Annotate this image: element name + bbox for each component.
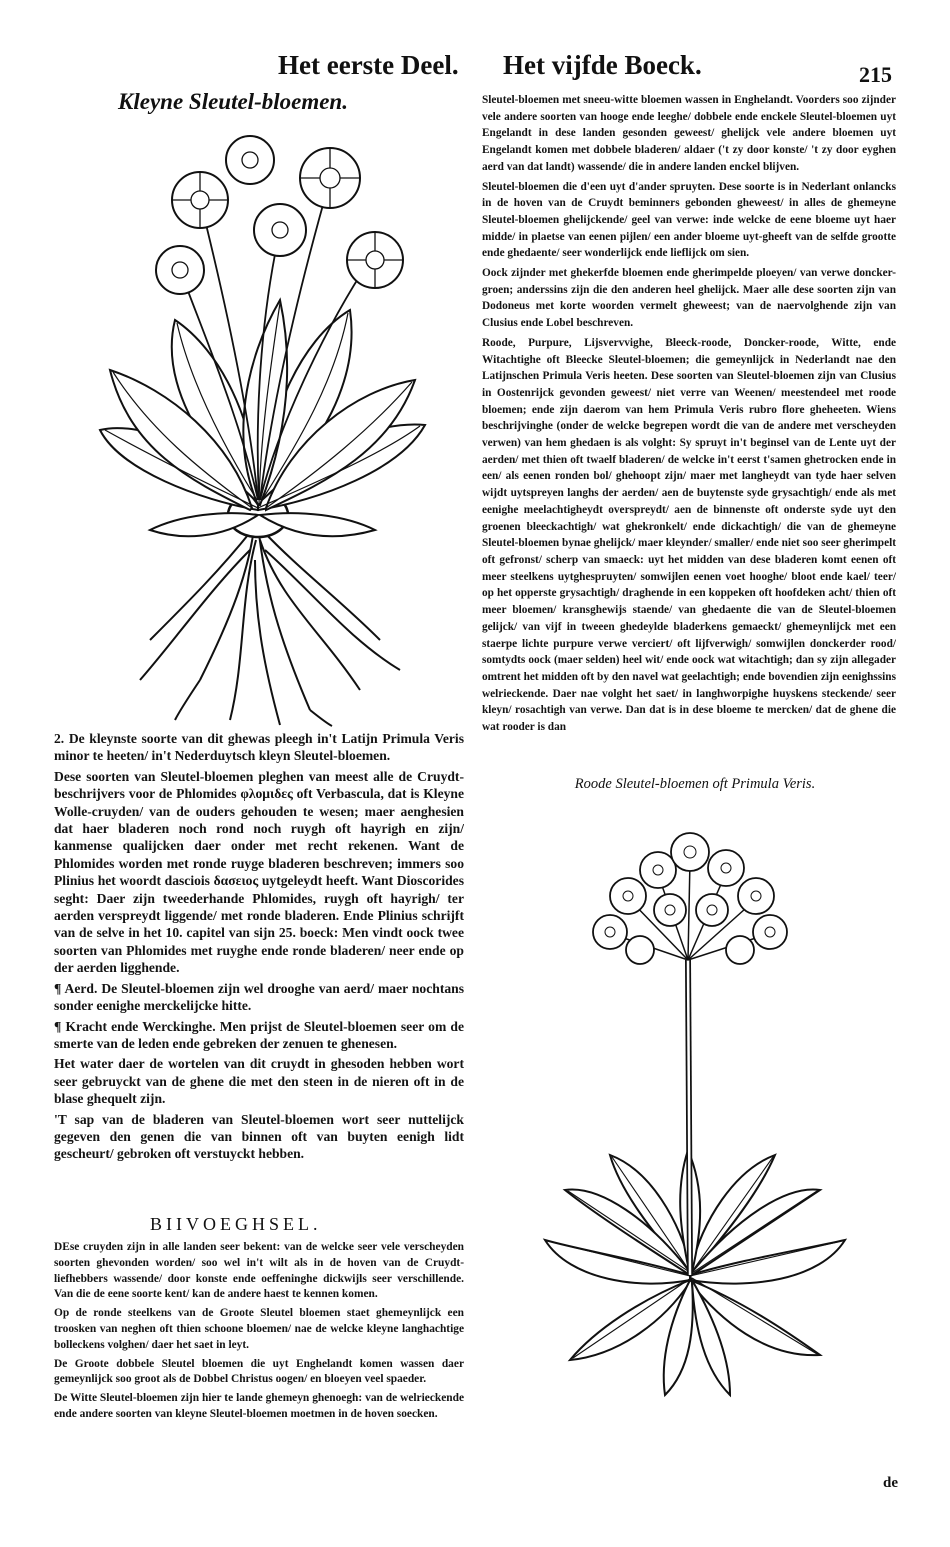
paragraph: Op de ronde steelkens van de Groote Sleutel bloemen staet ghemeynlijck een troosken van neghen oft thien schoone bloemen/ nae de welcke kleyne langhachtige bolleckens volghen/ daer het saet in leyt.	[54, 1307, 464, 1351]
appendix-text-column	[54, 1240, 464, 1450]
paragraph: Dese soorten van Sleutel-bloemen pleghen van meest alle de Cruydt-beschrijvers voor de Phlomides φλομιδες oft Verbascula, dat is Kleyne Wolle-cruyden/ van de ouders gehouden te wesen; maer aenghesien dat haer bladeren noch rond noch ruygh oft hayrigh en zijn/ kanmense qualijcken daer onder met recht rekenen. Want de Phlomides worden met ronde ruyge bladeren beschreven; immers soo Plinius het woordt dasciois δασειος uytgeleydt heeft. Want Dioscorides seght: Daer zijn tweederhande Phlomides, ruygh oft hayrigh/ ter aerden verspreydt liggende/ met ronde bladeren. Ende Plinius schrijft van de selve in het 10. capitel van sijn 25. boeck: Men vindt oock twee soorten van Phlomides met ruyghe ende ronde bladeren/ neer ende op der aerden ligghende.	[54, 768, 464, 976]
primrose-plant-illustration	[80, 120, 440, 730]
right-text-column	[482, 92, 896, 764]
paragraph: ¶ Aerd. De Sleutel-bloemen zijn wel drooghe van aerd/ maer nochtans sonder eenighe merckelijcke hitte.	[54, 980, 464, 1014]
running-head-right: Het vijfde Boeck.	[503, 50, 702, 80]
paragraph: Het water daer de wortelen van dit cruydt in ghesoden hebben wort seer gebruyckt van de ghene die met den steen in de nieren oft in de blase ghequelt zijn.	[54, 1056, 464, 1107]
figure-caption-small-primrose: Kleyne Sleutel-bloemen.	[118, 89, 348, 114]
paragraph: ¶ Kracht ende Werckinghe. Men prijst de Sleutel-bloemen seer om de smerte van de leden ende gebreken der zenuen te ghenesen.	[54, 1018, 464, 1051]
paragraph: De Witte Sleutel-bloemen zijn hier te lande ghemeyn ghenoegh: van de welrieckende ende andere soorten van kleyne Sleutel-bloemen moetmen in de hoven soecken.	[54, 1392, 464, 1420]
page-number: 215	[859, 62, 892, 87]
catchword: de	[883, 1475, 898, 1491]
primula-veris-illustration	[540, 810, 850, 1400]
paragraph: Sleutel-bloemen met sneeu-witte bloemen wassen in Enghelandt. Voorders soo zijnder vele andere soorten van hooge ende leeghe/ dobbele ende enckele Sleutel-bloemen uyt Engelandt in dese landen gesonden geweest/ ghelijck vele andere bloemen uyt Engelandt komen met dobbele bladeren/ aldaer ('t zy door konste/ 't zy door eyghen aerd van dat landt) wassende/ die in andere landen enckel blijven.	[482, 94, 896, 173]
paragraph: 'T sap van de bladeren van Sleutel-bloemen wort seer nuttelijck gegeven den genen die van binnen oft van buyten eenigh lidt gescheurt/ gebroken oft verstuyckt hebben.	[54, 1111, 464, 1162]
paragraph: 2. De kleynste soorte van dit ghewas pleegh in't Latijn Primula Veris minor te heeten/ in't Nederduytsch kleyn Sleutel-bloemen.	[54, 731, 464, 764]
left-text-column	[54, 730, 464, 1205]
paragraph: Oock zijnder met ghekerfde bloemen ende gherimpelde ploeyen/ van verwe doncker-groen; anderssins zijn die den anderen heel ghelijck. Maer alle dese soorten zijn van Dodoneus met korte woorden vermelt gheweest; van de naervolghende zijn van Clusius ende Lobel beschreven.	[482, 267, 896, 330]
figure-caption-red-primrose: Roode Sleutel-bloemen oft Primula Veris.	[574, 776, 816, 792]
paragraph: DEse cruyden zijn in alle landen seer bekent: van de welcke seer vele verscheyden soorten ghevonden worden/ soo wel in't wilt als in de hoven van de Cruydt-liefhebbers wassende/ door konste ende oeffeninghe dickwijls seer verschillende. Van die de eene soorte kent/ kan de andere haest te kennen komen.	[54, 1241, 464, 1301]
paragraph: Roode, Purpure, Lijsvervvighe, Bleeck-roode, Doncker-roode, Witte, ende Witachtighe oft Bleecke Sleutel-bloemen; die gemeynlijck in Nederlandt nae den Latijnschen Primula Veris heeten. Dese soorten van Sleutel-bloemen zijn van Clusius in Oostenrijck gevonden geweest/ niet verre van Weenen/ meestendeel met roode bloemen; ende zijn daerom van hem Primula Veris rubro flore gheheeten. Wiens beschrijvinghe (onder de welcke begrepen wordt die van de andere met verscheyden verwen) van hem ghedaen is als volght: Sy spruyt in't beginsel van de Lente uyt der aerden/ met thien oft twaelf bladeren/ de welcke in't eerst t'samen ghetrocken ende in een/ als eenen ronden bol/ ghehoopt zijn/ maer met langheydt van tyde haer selven wijdt uytspreyen langhs der aerden/ aen de buytenste syde grysachtigh/ ende als met eenighe meelachtigheydt overspreydt/ aen de binnenste oft onderste syde uyt den groenen bleeckachtigh/ wat ghekronkelt/ ende dickachtigh/ die van de ghemeyne Sleutel-bloemen bynae ghelijck/ maer kleynder/ smaller/ ende niet soo seer gherimpelt oft gefronst/ scherp van smaeck: uyt het midden van dese bladeren komt eenen oft meer steelkens uytghespruyten/ somwijlen eenen voet hooghe/ bloot ende kael/ teer/ op het opperste grysachtigh/ draghende in een koppeken oft hoofdeken acht/ thien oft meer bloemen/ kransghewijs staende/ van ghedaente die van de Sleutel-bloemen gelijck/ van vijf in tweeen ghedeylde bladerkens gemaeckt/ ghemeynlijck met een staerpe lichte purpure verwe verciert/ oft lijfverwigh/ somwijlen donckerder rood/ somtydts oock (maer selden) heel wit/ ende oock wat witachtigh; dan sy zijn allegader omtrent het midden oft by den navel wat geelachtigh; ende bovendien zijn eenighssins welrieckende. Daer nae volght het saet/ in langhworpighe huyskens steckende/ seer kleyn/ rosachtigh van verwe. Dan dat is in dese bloeme te mercken/ dat de ghene die wat rooder is dan	[482, 336, 896, 734]
paragraph: De Groote dobbele Sleutel bloemen die uyt Enghelandt komen wassen daer gemeynlijck soo groot als de Dobbel Christus oogen/ en bloeyen veel spaeder.	[54, 1357, 464, 1386]
running-head-left: Het eerste Deel.	[278, 50, 459, 80]
section-title: BIIVOEGHSEL.	[150, 1214, 322, 1234]
paragraph: Sleutel-bloemen die d'een uyt d'ander spruyten. Dese soorte is in Nederlant onlancks in de hoven van de Cruydt beminners gebonden gheweest/ in alles de ghemeyne Sleutel-bloemen ghelijckende/ geel van verwe: inde welcke de eene bloeme uyt haer midde/ in plaetse van eenen pijlen/ een ander bloeme uyt-gheeft van de selfde grootte ende ghedaente/ seer wonderlijck ende lieflijck om sien.	[482, 180, 896, 260]
